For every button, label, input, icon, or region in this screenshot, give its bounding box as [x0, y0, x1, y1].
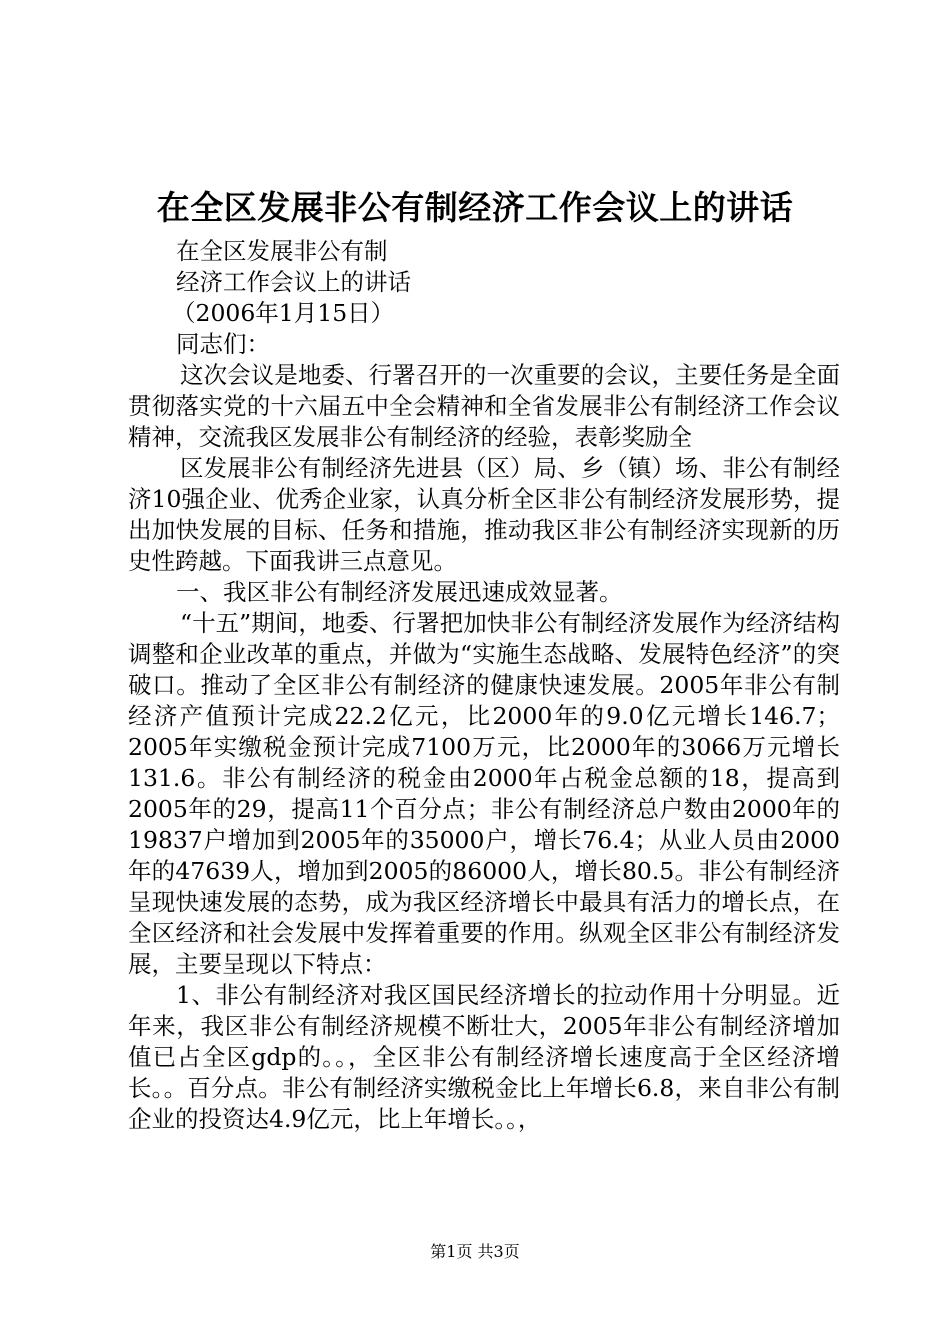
paragraph-intro-continued: 区发展非公有制经济先进县（区）局、乡（镇）场、非公有制经济10强企业、优秀企业家，认真分析全区非公有制经济发展形势，提出加快发展的目标、任务和措施，推动我区非公有制经济实现新的历史性跨越。下面我讲三点意见。 [128, 454, 840, 575]
document-body [128, 236, 840, 1135]
document-title: 在全区发展非公有制经济工作会议上的讲话 [156, 188, 794, 227]
paragraph-point-1: 1、非公有制经济对我区国民经济增长的拉动作用十分明显。近年来，我区非公有制经济规模不断壮大，2005年非公有制经济增加值已占全区gdp的。。，全区非公有制经济增长速度高于全区经济增长。。百分点。非公有制经济实缴税金比上年增长6.8，来自非公有制企业的投资达4.9亿元，比上年增长。。， [128, 981, 840, 1133]
subtitle-line-1: 在全区发展非公有制 [176, 237, 388, 265]
salutation: 同志们： [176, 330, 270, 358]
page-footer: 第1页 共3页 [430, 1242, 520, 1261]
paragraph-intro: 这次会议是地委、行署召开的一次重要的会议，主要任务是全面贯彻落实党的十六届五中全会精神和全省发展非公有制经济工作会议精神，交流我区发展非公有制经济的经验，表彰奖励全 [128, 361, 840, 451]
section-heading-1: 一、我区非公有制经济发展迅速成效显著。 [176, 578, 623, 606]
speech-date: （2006年1月15日） [172, 299, 395, 327]
subtitle-line-2: 经济工作会议上的讲话 [176, 268, 411, 296]
paragraph-section-1: “十五”期间，地委、行署把加快非公有制经济发展作为经济结构调整和企业改革的重点，并做为“实施生态战略、发展特色经济”的突破口。推动了全区非公有制经济的健康快速发展。2005年非公有制经济产值预计完成22.2亿元，比2000年的9.0亿元增长146.7；2005年实缴税金预计完成7100万元，比2000年的3066万元增长131.6。非公有制经济的税金由2000年占税金总额的18，提高到2005年的29，提高11个百分点；非公有制经济总户数由2000年的19837户增加到2005年的35000户，增长76.4；从业人员由2000年的47639人，增加到2005的86000人，增长80.5。非公有制经济呈现快速发展的态势，成为我区经济增长中最具有活力的增长点，在全区经济和社会发展中发挥着重要的作用。纵观全区非公有制经济发展，主要呈现以下特点： [128, 609, 840, 978]
